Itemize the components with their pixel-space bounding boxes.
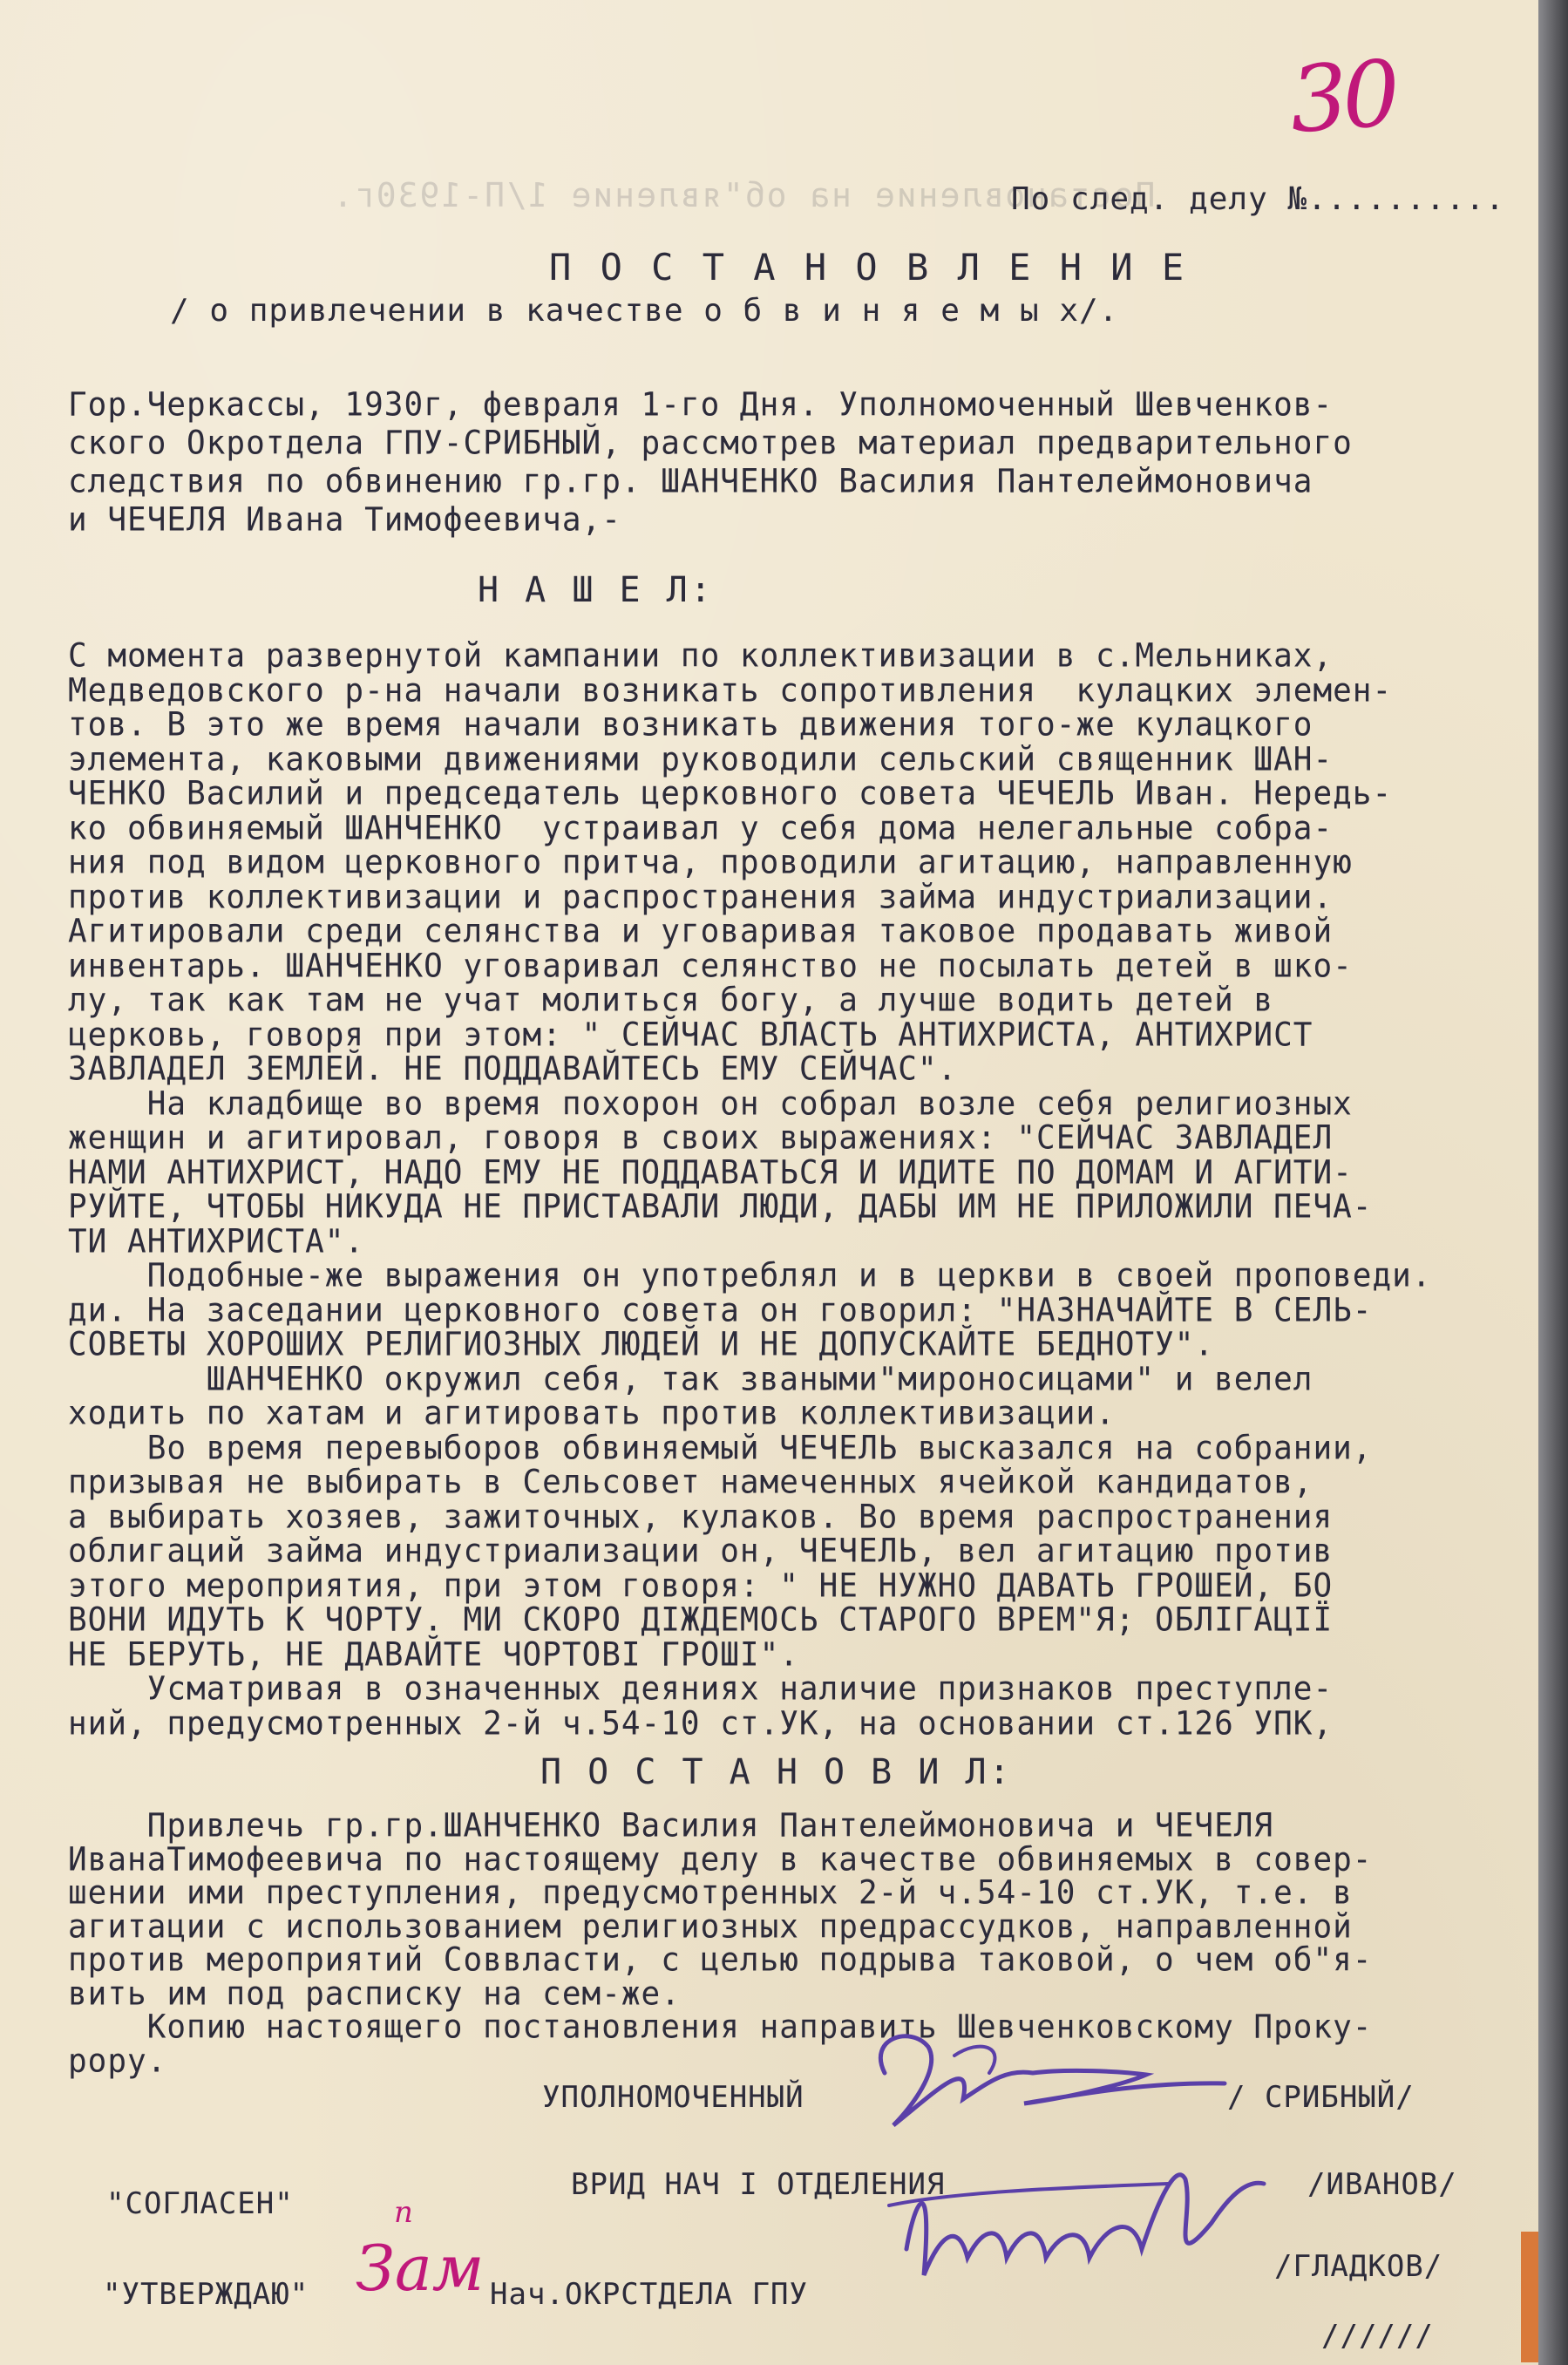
intro-line: следствия по обвинению гр.гр. ШАНЧЕНКО Василия Пантелеймоновича <box>68 462 1313 501</box>
chief-label: Нач.ОКРСТДЕЛА ГПУ <box>490 2277 808 2312</box>
decided-line: против мероприятий Соввласти, с целью подрыва таковой, о чем об"я- <box>68 1940 1373 1980</box>
found-line: СОВЕТЫ ХОРОШИХ РЕЛИГИОЗНЫХ ЛЮДЕЙ И НЕ ДОПУСКАЙТЕ БЕДНОТУ". <box>68 1325 1215 1364</box>
found-line: Усматривая в означенных деяниях наличие признаков преступле- <box>68 1669 1334 1709</box>
intro-line: Гор.Черкассы, 1930г, февраля 1-го Дня. Уполномоченный Шевченков- <box>68 385 1334 425</box>
authorized-label: УПОЛНОМОЧЕННЫЙ <box>542 2080 804 2115</box>
found-line: НАМИ АНТИХРИСТ, НАДО ЕМУ НЕ ПОДДАВАТЬСЯ И ИДИТЕ ПО ДОМАМ И АГИТИ- <box>68 1153 1353 1192</box>
acting-label: ВРИД НАЧ I ОТДЕЛЕНИЯ <box>571 2167 946 2202</box>
intro-line: и ЧЕЧЕЛЯ Ивана Тимофеевича,- <box>68 500 621 540</box>
acting-name: /ИВАНОВ/ <box>1307 2167 1457 2202</box>
found-line: этого мероприятия, при этом говоря: " НЕ НУЖНО ДАВАТЬ ГРОШЕЙ, БО <box>68 1566 1334 1605</box>
found-line: церковь, говоря при этом: " СЕЙЧАС ВЛАСТЬ АНТИХРИСТА, АНТИХРИСТ <box>68 1016 1313 1054</box>
found-line: а выбирать хозяев, зажиточных, кулаков. Во время распространения <box>68 1498 1334 1536</box>
found-line: ния под видом церковного притча, проводили агитацию, направленную <box>68 843 1353 882</box>
found-line: Медведовского р-на начали возникать сопротивления кулацких элемен- <box>68 671 1393 710</box>
document-subtitle: / о привлечении в качестве о б в и н я е м ы х/. <box>170 293 1119 329</box>
found-line: ний, предусмотренных 2-й ч.54-10 ст.УК, на основании ст.126 УПК, <box>68 1704 1334 1743</box>
found-line: Во время перевыборов обвиняемый ЧЕЧЕЛЬ высказался на собрании, <box>68 1429 1373 1467</box>
found-line: призывая не выбирать в Сельсовет намеченных ячейкой кандидатов, <box>68 1463 1313 1502</box>
found-line: ко обвиняемый ШАНЧЕНКО устраивал у себя дома нелегальные собра- <box>68 809 1334 847</box>
found-line: облигаций займа индустриализации он, ЧЕЧЕЛЬ, вел агитацию против <box>68 1532 1334 1571</box>
found-line: женщин и агитировал, говоря в своих выражениях: "СЕЙЧАС ЗАВЛАДЕЛ <box>68 1118 1334 1158</box>
case-reference: По след. делу №.......... <box>1011 181 1505 217</box>
decided-line: шении ими преступления, предусмотренных 2-й ч.54-10 ст.УК, т.е. в <box>68 1873 1353 1913</box>
found-line: На кладбище во время похорон он собрал возле себя религиозных <box>68 1084 1353 1123</box>
binder-edge <box>1538 0 1568 2365</box>
found-line: Подобные-же выражения он употреблял и в церкви в своей проповеди. <box>68 1256 1432 1295</box>
decided-line: рору. <box>68 2042 167 2080</box>
found-line: ВОНИ ИДУТЬ К ЧОРТУ. МИ СКОРО ДІЖДЕМОСЬ СТАРОГО ВРЕМ"Я; ОБЛІГАЦІЇ <box>68 1600 1334 1640</box>
document-title: П О С Т А Н О В Л Е Н И Е <box>549 246 1188 289</box>
signature-acting <box>880 2144 1290 2301</box>
show-through-text: Постановление на об"явление 1/П-1930г. <box>331 176 1156 214</box>
authorized-name: / СРИБНЫЙ/ <box>1227 2080 1415 2115</box>
decided-line: ИванаТимофеевича по настоящему делу в качестве обвиняемых в совер- <box>68 1840 1373 1879</box>
approve-handwritten-prefix: п <box>394 2195 413 2230</box>
page-number-stamp: 30 <box>1286 39 1399 154</box>
found-heading: Н А Ш Е Л: <box>478 570 714 610</box>
closing-marks: ////// <box>1321 2319 1434 2354</box>
decided-line: агитации с использованием религиозных предрассудков, направленной <box>68 1907 1353 1946</box>
found-line: элемента, каковыми движениями руководили сельский священник ШАН- <box>68 740 1334 778</box>
found-line: РУЙТЕ, ЧТОБЫ НИКУДА НЕ ПРИСТАВАЛИ ЛЮДИ, ДАБЫ ИМ НЕ ПРИЛОЖИЛИ ПЕЧА- <box>68 1187 1373 1227</box>
intro-line: ского Окротдела ГПУ-СРИБНЫЙ, рассмотрев материал предварительного <box>68 424 1353 463</box>
agreed-mark: "СОГЛАСЕН" <box>106 2186 294 2221</box>
found-line: ЗАВЛАДЕЛ ЗЕМЛЕЙ. НЕ ПОДДАВАЙТЕСЬ ЕМУ СЕЙЧАС". <box>68 1050 958 1089</box>
approve-mark: "УТВЕРЖДАЮ" <box>103 2277 309 2312</box>
found-line: ШАНЧЕНКО окружил себя, так зваными"мироносицами" и велел <box>68 1360 1313 1398</box>
chief-name: /ГЛАДКОВ/ <box>1274 2249 1443 2284</box>
found-line: Агитировали среди селянства и уговаривая таковое продавать живой <box>68 912 1334 951</box>
edge-stain <box>1521 2232 1538 2362</box>
decided-line: Копию настоящего постановления направить Шевченковскому Проку- <box>68 2008 1373 2047</box>
found-line: лу, так как там не учат молиться богу, а лучше водить детей в <box>68 981 1274 1020</box>
found-line: ЧЕНКО Василий и председатель церковного совета ЧЕЧЕЛЬ Иван. Нередь- <box>68 774 1393 813</box>
approve-handwritten: Зам <box>356 2232 485 2305</box>
found-line: ТИ АНТИХРИСТА". <box>68 1222 365 1261</box>
decided-line: Привлечь гр.гр.ШАНЧЕНКО Василия Пантелеймоновича и ЧЕЧЕЛЯ <box>68 1806 1274 1845</box>
found-line: тов. В это же время начали возникать движения того-же кулацкого <box>68 705 1313 744</box>
found-line: С момента развернутой кампании по коллективизации в с.Мельниках, <box>68 636 1334 676</box>
found-line: ходить по хатам и агитировать против коллективизации. <box>68 1394 1116 1433</box>
found-line: НЕ БЕРУТЬ, НЕ ДАВАЙТЕ ЧОРТОВІ ГРОШІ". <box>68 1635 799 1674</box>
signature-authorized <box>859 2021 1251 2143</box>
decided-heading: П О С Т А Н О В И Л: <box>540 1752 1013 1792</box>
decided-line: вить им под расписку на сем-же. <box>68 1974 681 2013</box>
found-line: инвентарь. ШАНЧЕНКО уговаривал селянство не посылать детей в шко- <box>68 947 1353 985</box>
found-line: ди. На заседании церковного совета он говорил: "НАЗНАЧАЙТЕ В СЕЛЬ- <box>68 1291 1373 1329</box>
found-line: против коллективизации и распространения займа индустриализации. <box>68 878 1334 916</box>
